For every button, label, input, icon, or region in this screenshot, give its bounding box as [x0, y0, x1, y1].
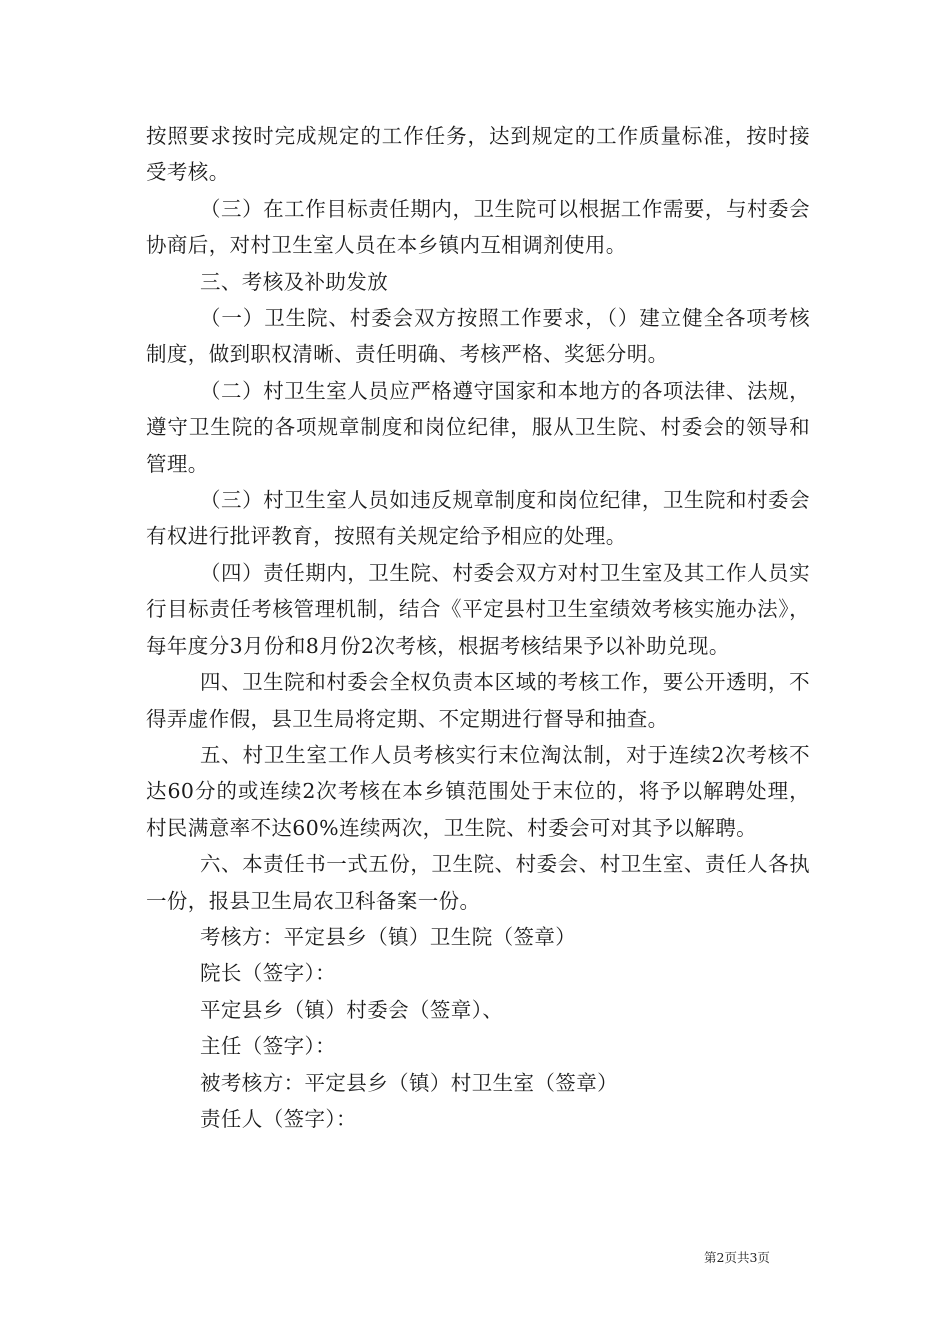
page-number: 第2页共3页: [704, 1250, 770, 1265]
paragraph-item-4-mechanism: （四）责任期内，卫生院、村委会双方对村卫生室及其工作人员实行目标责任考核管理机制，结合《平定县村卫生室绩效考核实施办法》，每年度分3月份和8月份2次考核，根据考核结果予以补助兑现。: [146, 560, 810, 658]
signature-dean: 院长（签字）：: [200, 961, 337, 986]
paragraph-section-6: 六、本责任书一式五份，卫生院、村委会、村卫生室、责任人各执一份，报县卫生局农卫科备案一份。: [146, 852, 810, 913]
signature-responsible-person: 责任人（签字）：: [200, 1106, 357, 1131]
paragraph-item-1-system: （一）卫生院、村委会双方按照工作要求，（）建立健全各项考核制度，做到职权清晰、责任明确、考核严格、奖惩分明。: [146, 306, 810, 367]
signature-assessor: 考核方：平定县乡（镇）卫生院（签章）: [200, 924, 577, 949]
signature-village-committee: 平定县乡（镇）村委会（签章）、: [200, 997, 504, 1022]
signature-block: [146, 919, 810, 1137]
paragraph-section-4: 四、卫生院和村委会全权负责本区域的考核工作，要公开透明，不得弄虚作假，县卫生局将定期、不定期进行督导和抽查。: [146, 670, 810, 731]
paragraph-continuation: 按照要求按时完成规定的工作任务，达到规定的工作质量标准，按时接受考核。: [146, 124, 810, 185]
paragraph-item-2-compliance: （二）村卫生室人员应严格遵守国家和本地方的各项法律、法规，遵守卫生院的各项规章制度和岗位纪律，服从卫生院、村委会的领导和管理。: [146, 378, 810, 476]
paragraph-item-3-violation: （三）村卫生室人员如违反规章制度和岗位纪律，卫生院和村委会有权进行批评教育，按照有关规定给予相应的处理。: [146, 488, 810, 549]
signature-director: 主任（签字）：: [200, 1034, 337, 1059]
paragraph-item-3-adjustment: （三）在工作目标责任期内，卫生院可以根据工作需要，与村委会协商后，对村卫生室人员在本乡镇内互相调剂使用。: [146, 196, 810, 258]
document-body: [146, 118, 810, 1137]
signature-assessee: 被考核方：平定县乡（镇）村卫生室（签章）: [200, 1070, 618, 1095]
paragraph-section-5: 五、村卫生室工作人员考核实行末位淘汰制，对于连续2次考核不达60分的或连续2次考核在本乡镇范围处于末位的，将予以解聘处理，村民满意率不达60%连续两次，卫生院、村委会可对其予以解聘。: [146, 742, 810, 840]
section-heading-assessment: 三、考核及补助发放: [200, 269, 389, 294]
